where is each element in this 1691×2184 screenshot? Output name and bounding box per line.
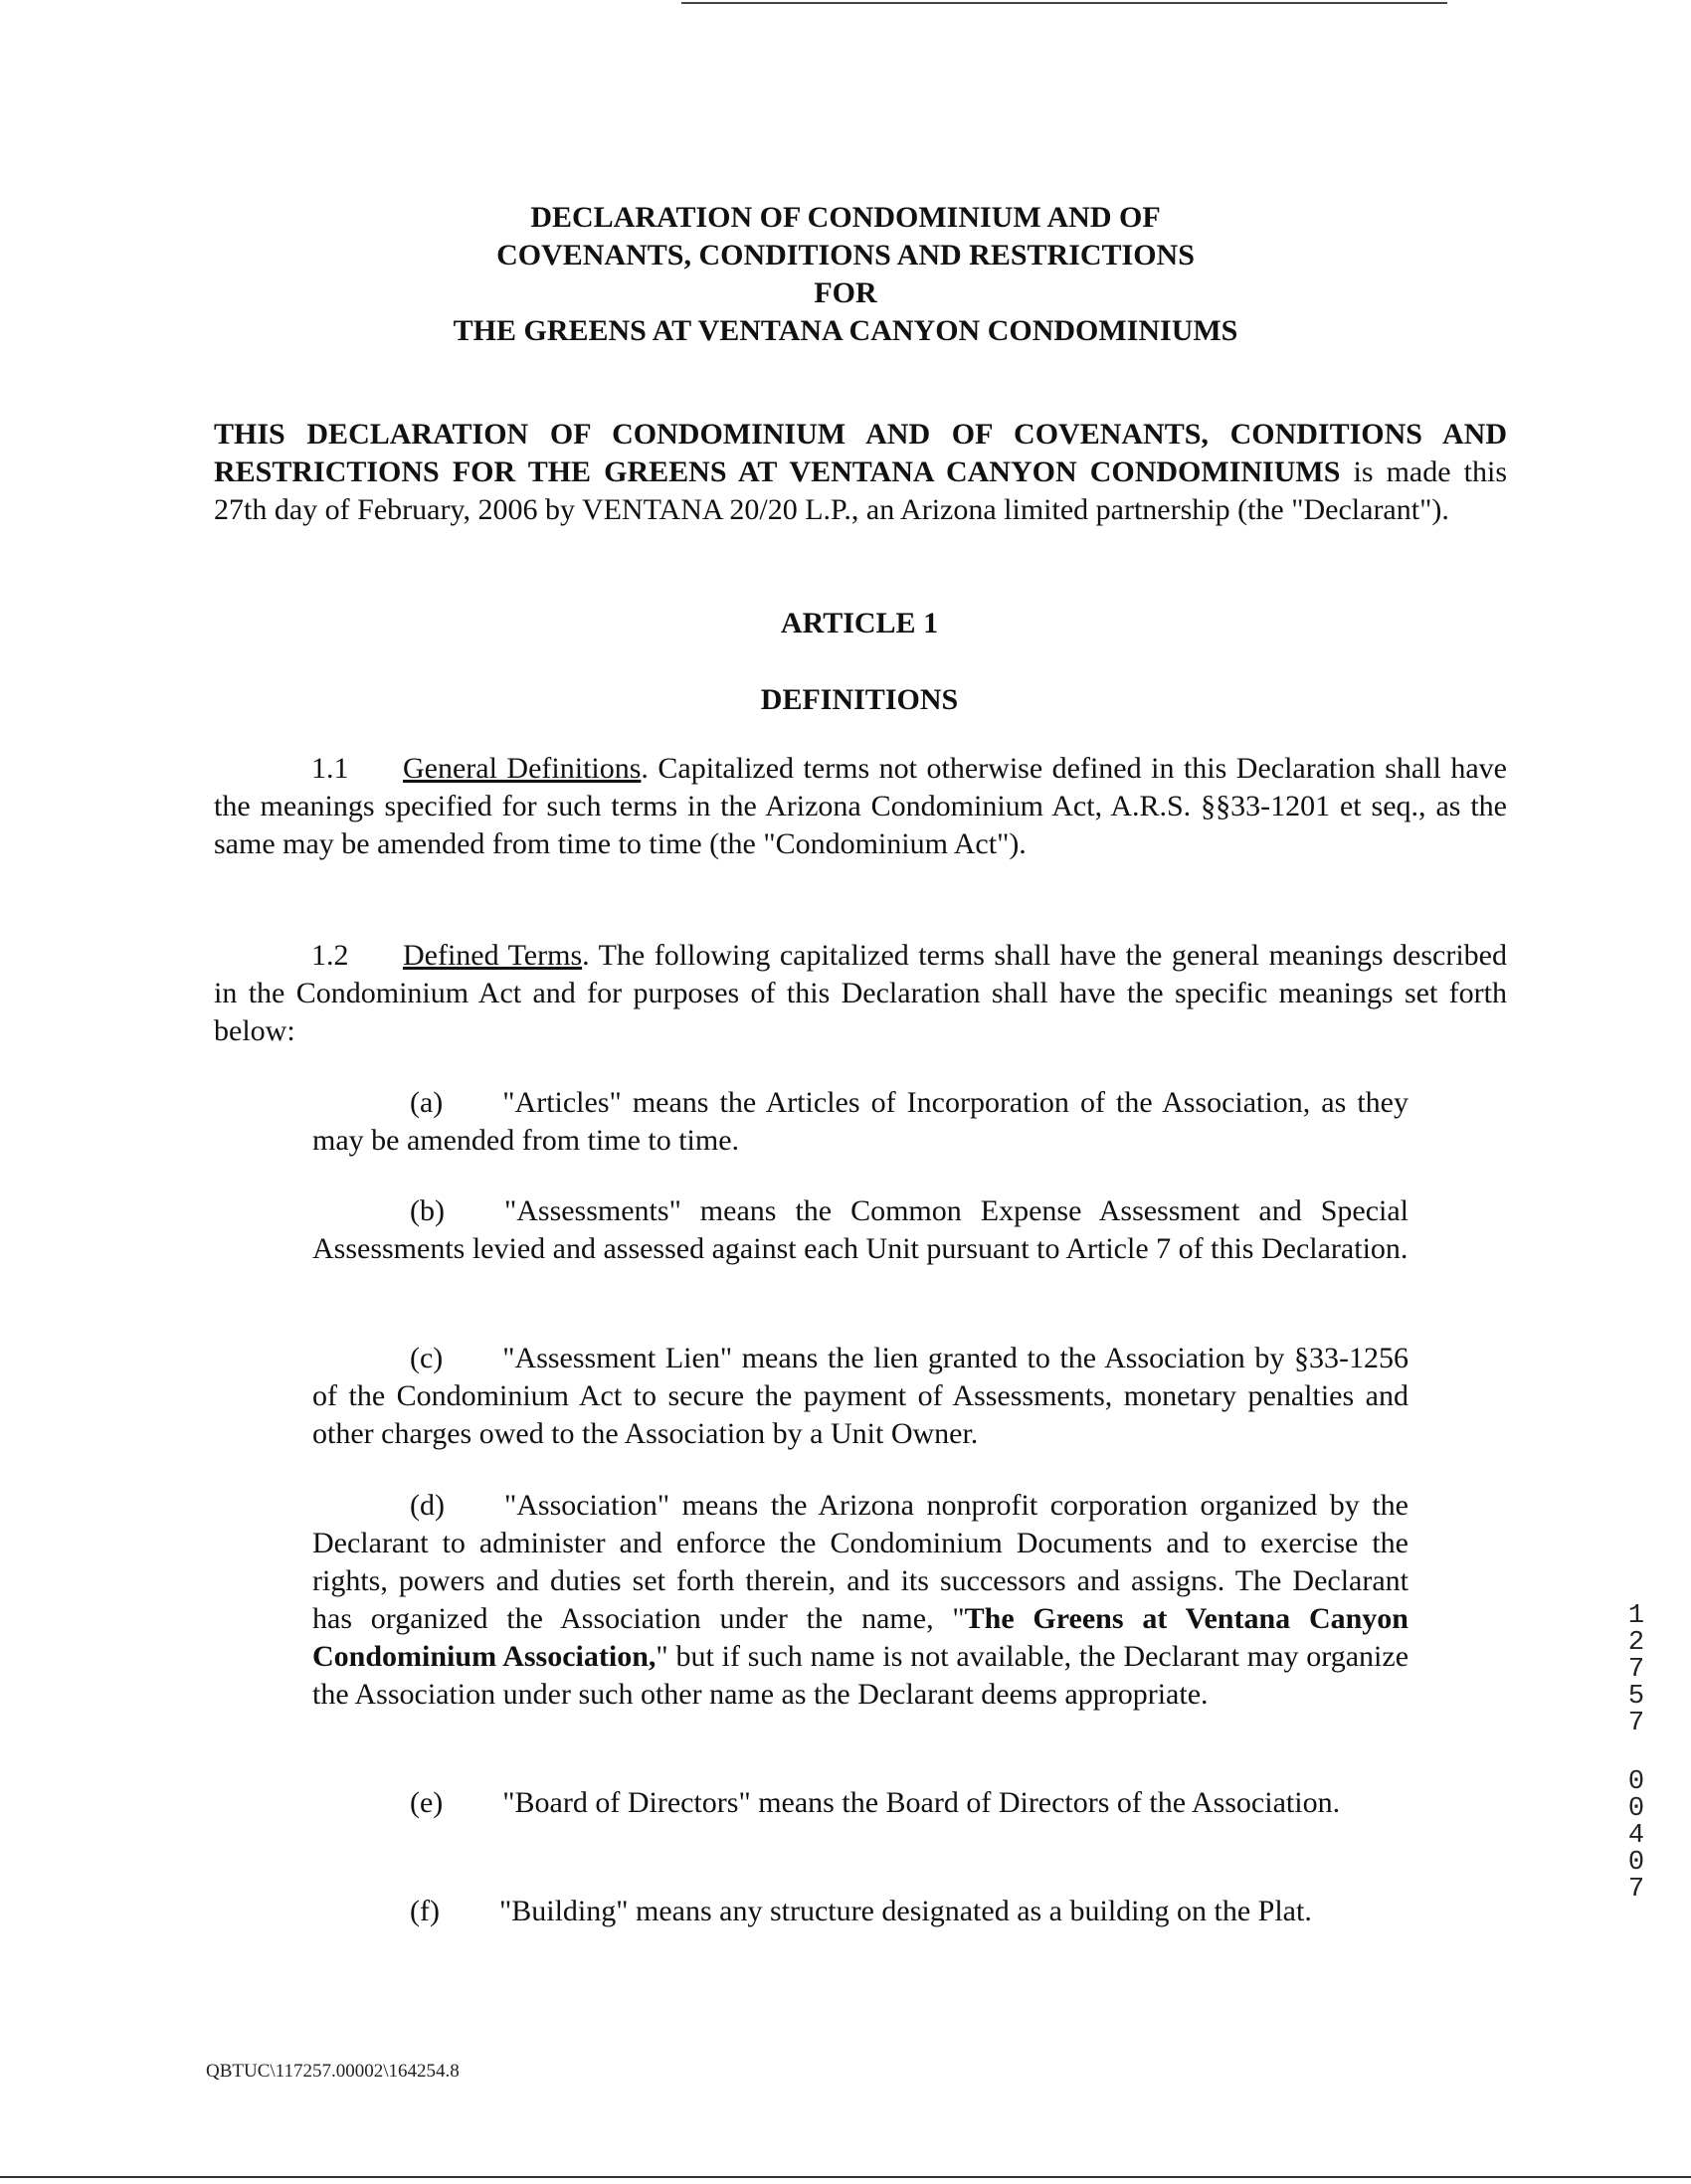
stamp-digit: 4 [1627, 1821, 1645, 1851]
item-text: "Building" means any structure designated as a building on the Plat. [498, 1895, 1312, 1927]
section-number: 1.2 [311, 939, 349, 972]
item-label: (d) [410, 1489, 445, 1522]
section-1-2 [214, 937, 1507, 1050]
recording-stamp-number [1621, 1603, 1651, 1904]
article-heading: ARTICLE 1 [780, 607, 939, 639]
definition-item-c [312, 1340, 1409, 1453]
item-text: "Assessment Lien" means the lien granted to the Association by §33-1256 of the Condominium Act to secure the payment of Assessments, monetary penalties and other charges owed to the Association by a Unit Owner. [312, 1342, 1409, 1450]
section-heading: General Definitions [403, 752, 642, 785]
definition-item-b [312, 1192, 1409, 1268]
scan-artifact-top-line [681, 2, 1447, 4]
definition-item-e [312, 1784, 1409, 1822]
intro-paragraph [214, 416, 1507, 529]
stamp-digit: 0 [1627, 1848, 1645, 1878]
stamp-digit: 1 [1627, 1601, 1645, 1631]
document-footer-code: QBTUC\117257.00002\164254.8 [206, 2061, 460, 2082]
association-name: The Greens at Ventana Canyon Condominium Association, [312, 1602, 1409, 1673]
item-text: " but if such name is not available, the Declarant may organize the Association under such other name as the Declarant deems appropriate. [312, 1640, 1409, 1711]
title-line: FOR [814, 276, 877, 309]
definition-item-f [312, 1893, 1409, 1930]
item-label: (b) [410, 1194, 445, 1227]
item-text: "Articles" means the Articles of Incorporation of the Association, as they may be amended from time to time. [312, 1086, 1409, 1157]
document-title [0, 199, 1691, 350]
item-text: "Board of Directors" means the Board of Directors of the Association. [502, 1786, 1341, 1819]
stamp-gap [1621, 1737, 1651, 1769]
item-label: (c) [410, 1342, 444, 1374]
title-line: DECLARATION OF CONDOMINIUM AND OF [530, 201, 1161, 234]
definitions-heading: DEFINITIONS [760, 683, 959, 716]
stamp-digit: 7 [1627, 1875, 1645, 1905]
stamp-digit: 0 [1627, 1794, 1645, 1824]
scan-artifact-bottom-line [0, 2176, 1691, 2178]
section-1-1 [214, 750, 1507, 863]
section-text: . Capitalized terms not otherwise defined in this Declaration shall have the meanings specified for such terms in the Arizona Condominium Act, A.R.S. §§33-1201 et seq., as the same may be amended from time to time (the "Condominium Act"). [214, 752, 1507, 860]
stamp-digit: 2 [1627, 1628, 1645, 1658]
intro-rest-text: is made this 27th day of February, 2006 by VENTANA 20/20 L.P., an Arizona limited partnership (the "Declarant"). [214, 455, 1507, 526]
definition-item-a [312, 1084, 1409, 1160]
item-label: (a) [410, 1086, 444, 1119]
title-line: COVENANTS, CONDITIONS AND RESTRICTIONS [496, 239, 1195, 272]
stamp-digit: 5 [1627, 1682, 1645, 1712]
stamp-digit: 0 [1627, 1767, 1645, 1797]
stamp-digit: 7 [1627, 1655, 1645, 1685]
section-heading: Defined Terms [403, 939, 583, 972]
item-text: "Association" means the Arizona nonprofit corporation organized by the Declarant to administer and enforce the Condominium Documents and to exercise the rights, powers and duties set forth therein, and its successors and assigns. The Declarant has organized the Association under the name, " [312, 1489, 1409, 1635]
section-number: 1.1 [311, 752, 349, 785]
section-text: . The following capitalized terms shall have the general meanings described in the Condominium Act and for purposes of this Declaration shall have the specific meanings set forth below: [214, 939, 1508, 1047]
item-label: (f) [410, 1895, 440, 1927]
definition-item-d [312, 1487, 1409, 1714]
title-line: THE GREENS AT VENTANA CANYON CONDOMINIUMS [453, 314, 1238, 347]
item-text: "Assessments" means the Common Expense Assessment and Special Assessments levied and assessed against each Unit pursuant to Article 7 of this Declaration. [312, 1194, 1409, 1265]
intro-bold-text: THIS DECLARATION OF CONDOMINIUM AND OF COVENANTS, CONDITIONS AND RESTRICTIONS FOR THE GREENS AT VENTANA CANYON CONDOMINIUMS [214, 418, 1507, 488]
stamp-digit: 7 [1627, 1709, 1645, 1738]
item-label: (e) [410, 1786, 444, 1819]
